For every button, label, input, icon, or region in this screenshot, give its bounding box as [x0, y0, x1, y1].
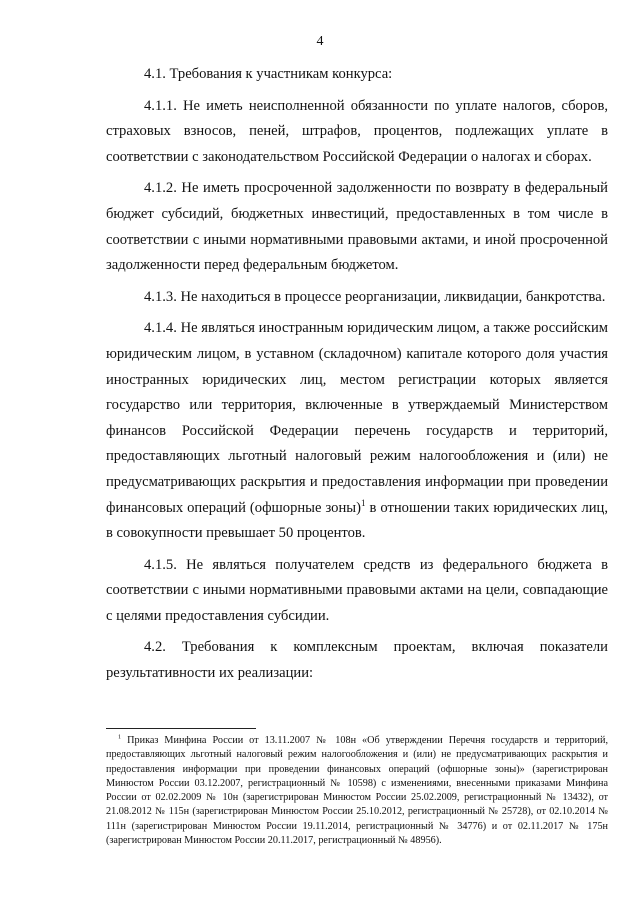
footnote-text: Приказ Минфина России от 13.11.2007 № 108н «Об утверждении Перечня государств и территорий, предоставляющих льготный налоговый режим налогообложения и (или) не предусматривающих раскрытия и предоставления информации при проведении финансовых операций (офшорные зоны)» (зарегистрирован Минюстом России 03.12.2007, регистрационный № 10598) с изменениями, внесенными приказами Минфина России от 02.02.2009 № 10н (зарегистрирован Минюстом России 25.02.2009, регистрационный № 13432), от 21.08.2012 № 115н (зарегистрирован Минюстом России 25.10.2012, регистрационный № 25728), от 02.10.2014 № 111н (зарегистрирован Минюстом России 19.11.2014, регистрационный № 34776) и от 02.11.2017 № 175н (зарегистрирован Минюстом России 20.11.2017, регистрационный № 48956).: [106, 735, 608, 847]
footnote-marker: 1: [118, 733, 122, 741]
page-number: 4: [316, 34, 324, 49]
paragraph-4-1-1: 4.1.1. Не иметь неисполненной обязанности по уплате налогов, сборов, страховых взносов, пеней, штрафов, процентов, подлежащих уплате в соответствии с законодательством Российской Федерации о налогах и сборах.: [106, 97, 608, 165]
paragraph-4-1-4-text-before: 4.1.4. Не являться иностранным юридическим лицом, а также российским юридическим лицом, в уставном (складочном) капитале которого доля участия иностранных юридических лиц, местом регистрации которых является государство или территория, включенные в утверждаемый Министерством финансов Российской Федерации перечень государств и территорий, предоставляющих льготный налоговый режим налогообложения и (или) не предусматривающих раскрытия и предоставления информации при проведении финансовых операций (офшорные зоны): [106, 320, 608, 516]
paragraph-4-1-4-text-after: в отношении таких юридических лиц, в совокупности превышает 50 процентов.: [106, 499, 609, 542]
paragraph-4-1-3: 4.1.3. Не находиться в процессе реорганизации, ликвидации, банкротства.: [144, 288, 606, 305]
footnote: [106, 734, 608, 848]
document-body: [106, 62, 608, 693]
footnote-reference[interactable]: 1: [360, 497, 366, 508]
paragraph-4-1-4: [106, 316, 608, 546]
paragraph-4-2: 4.2. Требования к комплексным проектам, включая показатели результативности их реализации:: [106, 639, 608, 682]
paragraph-4-1-2: 4.1.2. Не иметь просроченной задолженности по возврату в федеральный бюджет субсидий, бюджетных инвестиций, предоставленных в том числе в соответствии с иными нормативными правовыми актами, и иной просроченной задолженности перед федеральным бюджетом.: [106, 180, 608, 274]
footnote-separator: [106, 728, 256, 729]
paragraph-4-1: 4.1. Требования к участникам конкурса:: [144, 66, 393, 82]
paragraph-4-1-5: 4.1.5. Не являться получателем средств из федерального бюджета в соответствии с иными нормативными правовыми актами на цели, совпадающие с целями предоставления субсидии.: [106, 556, 608, 624]
